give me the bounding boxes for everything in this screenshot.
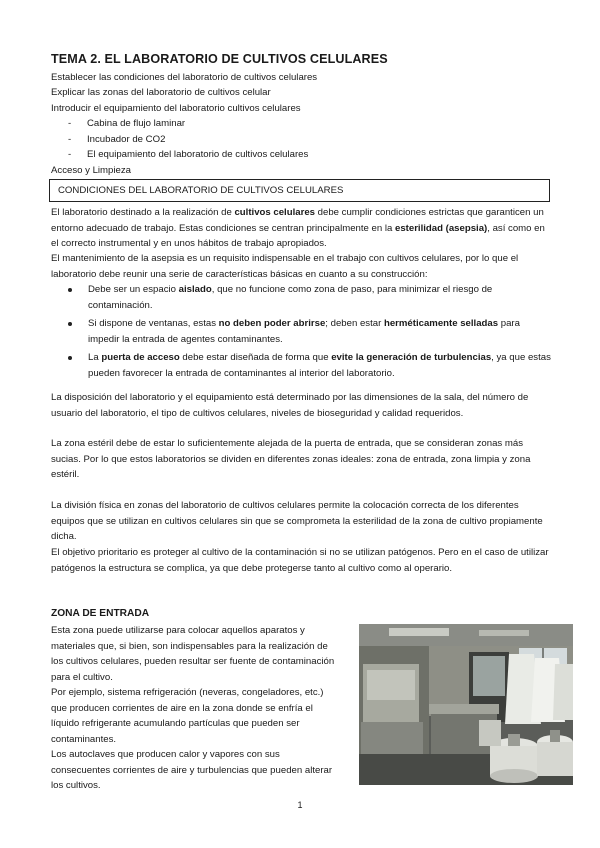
paragraph-4: La zona estéril debe de estar lo suficientemente alejada de la puerta de entrada, que se consideran zonas más sucias. Por lo que estos laboratorios se dividen en diferentes zonas ideales: zona de entrada, zona limpia y zona estéril. (51, 438, 531, 480)
conditions-list (51, 282, 551, 384)
dash-marker: - (68, 134, 72, 145)
page-number: 1 (297, 800, 303, 810)
dash-marker: - (68, 118, 72, 129)
paragraph-6: El objetivo prioritario es proteger al cultivo de la contaminación si no se utilizan patógenos. Pero en el caso de utilizar patógenos la estructura se complica, ya que debe protegerse tanto al cultivo como al operario. (51, 547, 549, 574)
section-box-heading: CONDICIONES DEL LABORATORIO DE CULTIVOS CELULARES (49, 179, 550, 202)
list-item: La puerta de acceso debe estar diseñada de forma que evite la generación de turbulencias, ya que estas pueden favorecer la entrada de contaminantes al interior del laboratorio. (51, 350, 551, 381)
paragraph-5: La división física en zonas del laboratorio de cultivos celulares permite la colocación correcta de los diferentes equipos que se utilizan en cultivos celulares sin que se comprometa la esterilidad de la zona de cultivo propiamente dicha. (51, 500, 543, 542)
objective-3: Introducir el equipamiento del laboratorio cultivos celulares (51, 103, 301, 114)
list-item: Si dispone de ventanas, estas no deben poder abrirse; deben estar herméticamente selladas para impedir la entrada de agentes contaminantes. (51, 316, 551, 347)
bullet-icon (68, 322, 72, 326)
paragraph-1: El laboratorio destinado a la realización de cultivos celulares debe cumplir condiciones estrictas que garanticen un entorno adecuado de trabajo. Estas condiciones se centran principalmente en la esterilidad (asepsia), así como en el correcto instrumental y en unos hábitos de trabajo apropiados. (51, 207, 545, 249)
bullet-icon (68, 288, 72, 292)
entry-zone-paragraph-1: Esta zona puede utilizarse para colocar aquellos aparatos y materiales que, si bien, son indispensables para la realización de los cultivos celulares, pueden resultar ser fuente de contaminación para el cultivo. (51, 625, 335, 683)
list-item: Debe ser un espacio aislado, que no funcione como zona de paso, para minimizar el riesgo de contaminación. (51, 282, 551, 313)
sub-item-2: Incubador de CO2 (87, 134, 166, 145)
entry-zone-text (51, 623, 341, 794)
objective-1: Establecer las condiciones del laboratorio de cultivos celulares (51, 72, 318, 83)
entry-zone-paragraph-2: Por ejemplo, sistema refrigeración (neveras, congeladores, etc.) que producen corrientes de aire en la zona donde se enfría el líquido refrigerante acumulando partículas que pueden ser contaminantes. (51, 687, 324, 745)
paragraph-2: El mantenimiento de la asepsia es un requisito indispensable en el trabajo con cultivos celulares, por lo que el laboratorio debe reunir una serie de características básicas en cuanto a su construcción: (51, 253, 519, 280)
access-line: Acceso y Limpieza (51, 165, 131, 176)
lab-photo (359, 624, 573, 785)
entry-zone-paragraph-3: Los autoclaves que producen calor y vapores con sus consecuentes corrientes de aire y turbulencias que pueden alterar los cultivos. (51, 749, 333, 791)
dash-marker: - (68, 149, 72, 160)
objective-2: Explicar las zonas del laboratorio de cultivos celular (51, 87, 271, 98)
bullet-icon (68, 356, 72, 360)
section-heading: ZONA DE ENTRADA (51, 608, 150, 619)
sub-item-1: Cabina de flujo laminar (87, 118, 186, 129)
paragraph-3: La disposición del laboratorio y el equipamiento está determinado por las dimensiones de la sala, del número de usuario del laboratorio, el tipo de cultivos celulares, niveles de bioseguridad y calidad requeridos. (51, 392, 529, 419)
sub-item-3: El equipamiento del laboratorio de cultivos celulares (87, 149, 309, 160)
page-title: TEMA 2. EL LABORATORIO DE CULTIVOS CELULARES (51, 52, 388, 66)
